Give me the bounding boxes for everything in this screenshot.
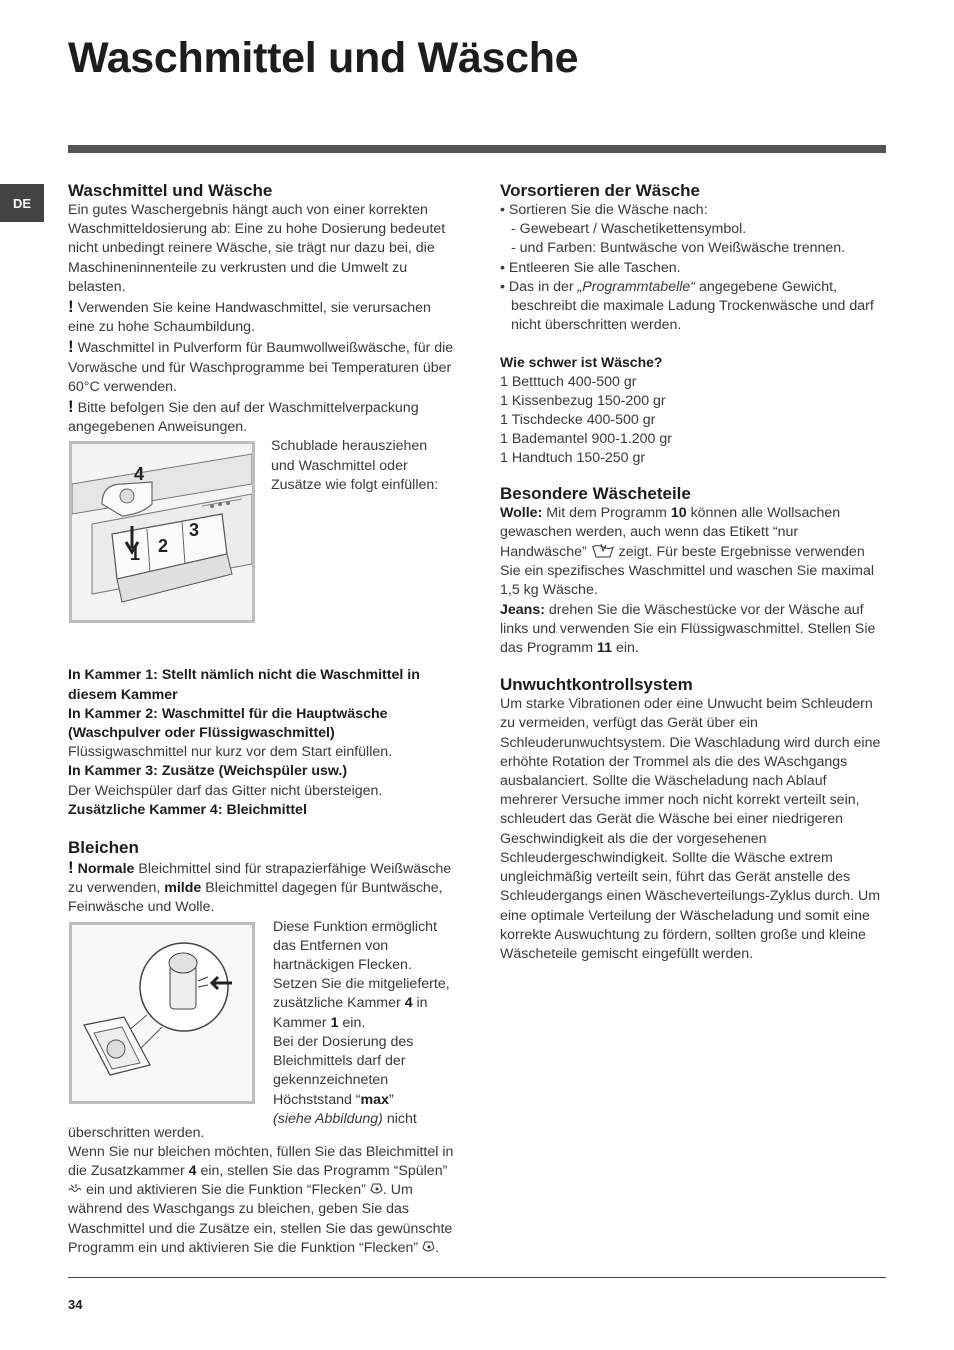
bleach-instructions: [68, 1143, 456, 1258]
weight-list: [500, 373, 888, 469]
rinse-icon: [68, 1183, 82, 1196]
exclamation-icon: !: [68, 397, 74, 417]
page-number: 34: [68, 1297, 83, 1312]
sort-bullet-3-a: • Das in der: [500, 278, 574, 295]
compartment-2-note: Flüssigwaschmittel nur kurz vor dem Start einfüllen.: [68, 744, 393, 761]
sort-sub-2: - und Farben: Buntwäsche von Weißwäsche trennen.: [511, 240, 846, 257]
compartment-2-label: 2: [158, 536, 169, 557]
title-divider-bar: [68, 145, 886, 153]
weight-item: 1 Betttuch 400-500 gr: [500, 373, 637, 390]
stain-icon: [370, 1182, 383, 1196]
sort-bullet-3: [500, 278, 888, 336]
section-heading-unwucht: Unwuchtkontrollsystem: [500, 675, 693, 695]
wolle-text-a: Mit dem Programm: [546, 504, 667, 521]
jeans-label: Jeans:: [500, 601, 545, 618]
compartment-1-text: In Kammer 1: Stellt nämlich nicht die Waschmittel in diesem Kammer: [68, 667, 420, 703]
stain-icon: [422, 1240, 435, 1254]
sort-bullet-2: • Entleeren Sie alle Taschen.: [500, 259, 681, 276]
intro-paragraph: Ein gutes Waschergebnis hängt auch von einer korrekten Waschmitteldosierung ab: Eine zu hohe Dosierung bedeutet nicht unbedingt reinere Wäsche, sie trägt nur dazu bei, die Maschineninnenteile zu verkrusten und die Umwelt zu belasten.: [68, 202, 446, 295]
warning-3-text: Bitte befolgen Sie den auf der Waschmittelverpackung angegebenen Anweisungen.: [68, 400, 419, 436]
exclamation-icon: !: [68, 858, 74, 878]
weight-item: 1 Kissenbezug 150-200 gr: [500, 392, 666, 409]
bleach-illustration: [69, 922, 255, 1104]
page-title: Waschmittel und Wäsche: [68, 34, 579, 82]
sort-bullet-1: • Sortieren Sie die Wäsche nach:: [500, 202, 708, 218]
normale-label: Normale: [77, 861, 135, 878]
wolle-paragraph: [500, 504, 888, 601]
weight-item: 1 Tischdecke 400-500 gr: [500, 412, 656, 429]
jeans-text-a: drehen Sie die Wäschestücke vor der Wäsche auf links und verwenden Sie ein Flüssigwaschmittel. Stellen Sie das Programm: [500, 601, 876, 657]
unwucht-paragraph: Um starke Vibrationen oder eine Unwucht beim Schleudern zu vermeiden, verfügt das Gerät über ein Schleuderunwuchtsystem. Die Waschladung wird durch eine erhöhte Rotation der Trommel als die des WAschgangs ausbalanciert. Sollte die Wäscheladung nach Ablauf mehrerer Versuche immer noch nicht korrekt verteilt sein, schleudert das Gerät die Wäsche bei einer niedrigeren Geschwindigkeit als die der vorgesehenen Schleudergeschwindigkeit. Sollte die Wäsche extrem ungleichmäßig verteilt sein, führt das Gerät anstelle des Schleudergangs einen Wäscheverteilungs-Zyklus durch. Um eine optimale Verteilung der Wäscheladung und somit eine korrekte Auswuchtung zu fördern, sollten große und kleine Wäscheteile gemischt eingefüllt werden.: [500, 696, 881, 962]
wolle-text-c: zeigt. Für beste Ergebnisse verwenden Sie ein spezifisches Waschmittel und waschen Sie maximal 1,5 kg Wäsche.: [500, 544, 875, 599]
weight-item: 1 Handtuch 150-250 gr: [500, 450, 646, 467]
bleach-instr-d: . Um während des Waschgangs zu bleichen, geben Sie das Waschmittel und die Zusätze ein, stellen Sie das gewünschte Programm ein und aktivieren Sie die Funktion “Flecken”: [68, 1182, 453, 1256]
bleach-caption-nicht: nicht: [386, 1110, 417, 1127]
jeans-paragraph: [500, 601, 888, 659]
sort-bullet-3-b: angegebene Gewicht, beschreibt die maximale Ladung Trockenwäsche und darf nicht überschritten werden.: [511, 278, 874, 334]
warning-2-text: Waschmittel in Pulverform für Baumwollweißwäsche, für die Vorwäsche und für Waschprogramme bei Temperaturen über 60°C verwenden.: [68, 340, 454, 395]
warning-2: [68, 337, 456, 397]
bleach-caption-end: überschritten werden.: [68, 1124, 205, 1141]
bleach-instr-num4: 4: [188, 1163, 197, 1180]
bleach-instr-b: ein, stellen Sie das Programm “Spülen”: [200, 1163, 448, 1180]
milde-label: milde: [164, 880, 202, 897]
section-heading-waschmittel: Waschmittel und Wäsche: [68, 181, 273, 200]
warning-3: [68, 397, 456, 437]
right-column: [500, 181, 888, 964]
footer-divider: [68, 1277, 886, 1278]
bleach-compartment-icon: [72, 925, 252, 1101]
bleach-caption-a: Diese Funktion ermöglicht das Entfernen von hartnäckigen Flecken.: [273, 918, 438, 974]
sort-sub-1: - Gewebeart / Waschetikettensymbol.: [511, 221, 747, 238]
siehe-abbildung: (siehe Abbildung): [273, 1110, 383, 1127]
exclamation-icon: !: [68, 297, 74, 317]
wolle-program-num: 10: [670, 504, 687, 521]
bleach-caption-num1: 1: [330, 1014, 339, 1031]
language-tab: DE: [0, 184, 44, 222]
bleichen-text-a: Bleichmittel sind für strapazierfähige Weißwäsche zu verwenden,: [68, 861, 452, 897]
wolle-label: Wolle:: [500, 504, 543, 521]
section-heading-bleichen: Bleichen: [68, 838, 139, 858]
bleach-instr-e: .: [435, 1239, 440, 1256]
jeans-text-b: ein.: [615, 640, 639, 657]
bleach-caption: [273, 918, 457, 1129]
bleach-caption-e: Bei der Dosierung des Bleichmittels darf der gekennzeichneten Höchststand “: [273, 1033, 414, 1108]
bleichen-intro: [68, 858, 456, 918]
bleach-figure-block: [68, 918, 456, 1127]
compartment-3-text: In Kammer 3: Zusätze (Weichspüler usw.): [68, 763, 348, 780]
drawer-illustration: [69, 441, 255, 623]
weight-heading: Wie schwer ist Wäsche?: [500, 354, 663, 371]
compartment-list: [68, 666, 456, 820]
section-heading-vorsortieren: Vorsortieren der Wäsche: [500, 181, 700, 200]
warning-1-text: Verwenden Sie keine Handwaschmittel, sie verursachen eine zu hohe Schaumbildung.: [68, 300, 431, 336]
compartment-4-label: 4: [134, 464, 145, 485]
bleach-instr-c: ein und aktivieren Sie die Funktion “Flecken”: [85, 1182, 366, 1199]
handwash-icon: [591, 542, 615, 558]
programmtabelle-ref: „Programmtabelle“: [577, 278, 696, 295]
compartment-4-text: Zusätzliche Kammer 4: Bleichmittel: [68, 801, 307, 818]
drawer-figure-block: [68, 437, 456, 633]
bleach-caption-d: ein.: [342, 1014, 366, 1031]
bleach-caption-f: ”: [388, 1091, 394, 1108]
compartment-3-label: 3: [189, 520, 200, 541]
bleichen-text-b: Bleichmittel dagegen für Buntwäsche, Feinwäsche und Wolle.: [68, 880, 443, 916]
detergent-drawer-icon: [72, 444, 252, 620]
compartment-3-note: Der Weichspüler darf das Gitter nicht übersteigen.: [68, 782, 383, 799]
jeans-program-num: 11: [597, 640, 612, 657]
section-heading-besondere: Besondere Wäscheteile: [500, 483, 691, 503]
compartment-1-label: 1: [130, 544, 141, 565]
bleach-instr-a: Wenn Sie nur bleichen möchten, füllen Sie das Bleichmittel in die Zusatzkammer: [68, 1143, 454, 1180]
weight-item: 1 Bademantel 900-1.200 gr: [500, 431, 672, 448]
bleach-caption-c: in Kammer: [273, 995, 428, 1031]
left-column: [68, 181, 456, 1258]
bleach-caption-b: Setzen Sie die mitgelieferte, zusätzliche Kammer: [273, 976, 450, 1012]
compartment-2-text: In Kammer 2: Waschmittel für die Hauptwäsche (Waschpulver oder Flüssigwaschmittel): [68, 705, 388, 742]
bleach-caption-num4: 4: [404, 995, 413, 1012]
exclamation-icon: !: [68, 337, 74, 357]
wolle-text-b: können alle Wollsachen gewaschen werden, auch wenn das Etikett “nur Handwäsche”: [500, 504, 841, 561]
drawer-caption: Schublade herausziehen und Waschmittel oder Zusätze wie folgt einfüllen:: [271, 438, 439, 493]
warning-1: [68, 297, 456, 337]
max-label: max: [360, 1091, 389, 1108]
